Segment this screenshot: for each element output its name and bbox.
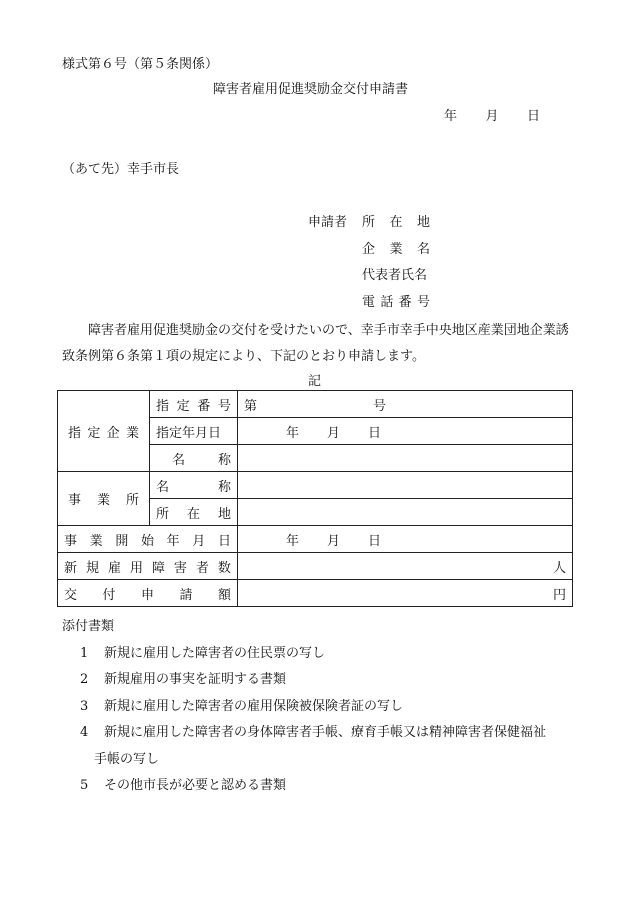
list-item: 3 新規に雇用した障害者の雇用保険被保険者証の写し [80,699,404,714]
applicant-address-label: 所 在 地 [362,215,430,230]
start-date-label: 事 業 開 始 年 月 日 [58,526,238,553]
addressee: （あて先）幸手市長 [62,162,180,177]
table-row [58,580,573,607]
applicant-company-label: 企 業 名 [362,242,430,257]
office-location-label: 所 在 地 [150,499,238,526]
list-item: 2 新規雇用の事実を証明する書類 [80,672,287,687]
grant-amount-field[interactable]: 円 [238,580,573,607]
application-date [444,105,540,124]
applicant-representative-label: 代表者氏名 [362,268,428,283]
date-day: 日 [526,109,540,124]
start-date-field[interactable]: 年 月 日 [238,526,573,553]
application-table [57,390,573,607]
new-hires-field[interactable]: 人 [238,553,573,580]
attachments-heading: 添付書類 [62,619,115,634]
company-name-field[interactable] [238,445,573,472]
designation-date-field[interactable]: 年 月 日 [238,418,573,445]
applicant-phone-label: 電 話 番 号 [362,295,430,310]
list-item: 1 新規に雇用した障害者の住民票の写し [80,646,326,661]
date-month: 月 [485,109,499,124]
applicant-label: 申請者 [308,215,348,230]
office-name-label: 名 称 [150,472,238,499]
table-row [58,553,573,580]
document-title: 障害者雇用促進奨励金交付申請書 [213,82,409,97]
designation-number-field[interactable]: 第 号 [238,391,573,418]
body-text: 障害者雇用促進奨励金の交付を受けたいので、幸手市幸手中央地区産業団地企業誘致条例第６条第１項の規定により、下記のとおり申請します。 [62,323,569,364]
table-row [58,526,573,553]
list-item: 4 新規に雇用した障害者の身体障害者手帳、療育手帳又は精神障害者保健福祉 [80,725,547,740]
table-row [58,472,573,499]
new-hires-label: 新 規 雇 用 障 害 者 数 [58,553,238,580]
company-name-label: 名 称 [150,445,238,472]
ki-heading: 記 [308,374,322,389]
designated-company-label: 指 定 企 業 [58,391,150,472]
designation-date-label: 指定年月日 [150,418,238,445]
list-item-continuation: 手帳の写し [94,752,160,767]
table-row [58,391,573,418]
office-location-field[interactable] [238,499,573,526]
designation-number-label: 指 定 番 号 [150,391,238,418]
grant-amount-label: 交 付 申 請 額 [58,580,238,607]
office-name-field[interactable] [238,472,573,499]
form-number: 様式第６号（第５条関係） [62,57,219,72]
date-year: 年 [444,109,458,124]
list-item: 5 その他市長が必要と認める書類 [80,778,287,793]
office-label: 事 業 所 [58,472,150,526]
